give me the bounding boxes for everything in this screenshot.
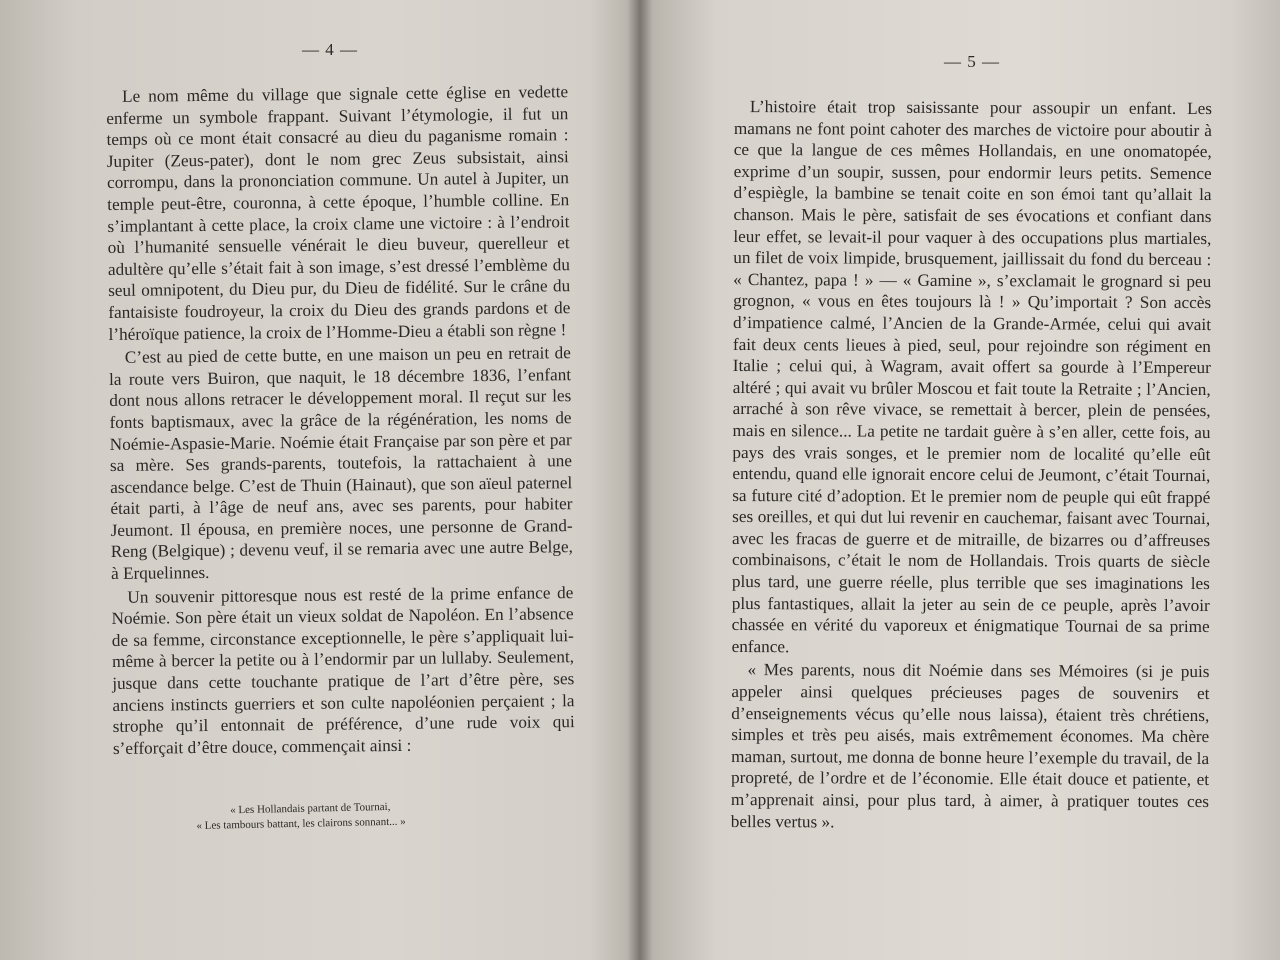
paragraph: C’est au pied de cette butte, en une maison un peu en retrait de la route vers Buiron, que naquit, le 18 décembre 1836, l’enfant dont nous allons retracer le développement moral. Il reçut sur les fonts baptismaux, avec la grâce de la régénération, les noms de Noémie-Aspasie-Marie. Noémie était Française par son père et par sa mère. Ses grands-parents, toutefois, la rattachaient à une ascendance belge. C’est de Thuin (Hainaut), que son aïeul paternel était parti, à l’âge de neuf ans, avec ses parents, pour habiter Jeumont. Il épousa, en première noces, une personne de Grand-Reng (Belgique) ; devenu veuf, il se remaria avec une autre Belge, à Erquelinnes. bbox=[108, 343, 573, 584]
paragraph: « Mes parents, nous dit Noémie dans ses Mémoires (si je puis appeler ainsi quelques précieuses pages de souvenirs et d’enseignements vécus qu’elle nous laissa), étaient très chrétiens, simples et très peu aisés, mais extrêmement économes. Ma chère maman, surtout, me donna de bonne heure l’exemple du travail, de la propreté, de l’ordre et de l’économie. Elle était douce et patiente, et m’apprenait ainsi, pour plus tard, à aimer, à pratiquer toutes ces belles vertus ». bbox=[730, 660, 1210, 832]
page-number-right: — 5 — bbox=[944, 52, 1000, 71]
paragraph: Un souvenir pittoresque nous est resté de la prime enfance de Noémie. Son père était un vieux soldat de Napoléon. En l’absence de sa femme, circonstance exceptionnelle, le père s’appliquait lui-même à bercer la petite ou à l’endormir par un lullaby. Seulement, jusque dans cette touchante pratique de l’art d’être père, ses anciens instincts guerriers et son culte napoléonien perçaient ; la strophe qu’il entonnait de préférence, d’une rude voix qui s’efforçait d’être douce, commençait ainsi : bbox=[111, 582, 575, 758]
paragraph: Le nom même du village que signale cette église en vedette enferme un symbole frappant. Suivant l’étymologie, il fut un temps où ce mont était consacré au dieu du paganisme romain : Jupiter (Zeus-pater), dont le nom grec Zeus subsistait, ainsi corrompu, dans la prononciation commune. Un autel à Jupiter, un temple peut-être, couronna, à cette époque, l’humble colline. En s’implantant à cette place, la croix clame une victoire : à l’endroit où l’humanité sensuelle vénérait le dieu buveur, querelleur et adultère qu’elle s’était fait à son image, s’est dressé l’emblème du seul omnipotent, du Dieu pur, du Dieu de fidélité. Sur le crâne du fantaisiste foudroyeur, la croix du Dieu des grands pardons et de l’héroïque patience, la croix de l’Homme-Dieu a établi son règne ! bbox=[106, 82, 571, 344]
verse-line: « Les tambours battant, les clairons sonnant... » bbox=[196, 815, 406, 832]
page-number-left: — 4 — bbox=[302, 40, 358, 59]
paragraph: L’histoire était trop saisissante pour assoupir un enfant. Les mamans ne font point cahoter des marches de victoire pour aboutir à ce que la langue de ces mêmes Hollandais, en une onomatopée, exprime d’un soupir, sussen, pour endormir leurs petits. Semence d’espiègle, la bambine se tenait coite en son émoi tant qu’allait la chanson. Mais le père, satisfait de ses évocations et confiant dans leur effet, se levait-il pour vaquer à des occupations plus martiales, un filet de voix limpide, brusquement, jaillissait du fond du berceau : « Chantez, papa ! » — « Gamine », s’exclamait le grognard si peu grognon, « vous en êtes toujours là ! » Qu’importait ? Son accès d’impatience calmé, l’Ancien de la Grande-Armée, celui qui avait fait deux cents lieues à pied, seul, pour rejoindre son régiment en Italie ; celui qui, à Wagram, avait offert sa gourde à l’Empereur altéré ; qui avait vu brûler Moscou et fait toute la Retraite ; l’Ancien, arraché à son rêve vivace, se remettait à bercer, plein de pensées, mais en silence... La petite ne tardait guère à s’en aller, cette fois, au pays des vrais songes, et le premier nom de localité qu’elle eût entendu, quand elle ignorait encore celui de Jeumont, c’était Tournai, sa future cité d’adoption. Et le premier nom de peuple qui eût frappé ses oreilles, et qui dut lui revenir en cauchemar, faisant avec Tournai, avec les fracas de guerre et de mitraille, de bizarres ou d’affreuses combinaisons, c’était le nom de Hollandais. Trois quarts de siècle plus tard, une guerre réelle, plus terrible que ses imaginations les plus fantastiques, allait la jeter au sein de ce peuple, après l’avoir chassée en vérité du vaporeux et énigmatique Tournai de sa prime enfance. bbox=[731, 97, 1212, 657]
right-page-body bbox=[731, 96, 1212, 834]
verse-line: « Les Hollandais partant de Tournai, bbox=[230, 800, 391, 817]
right-page bbox=[652, 0, 1280, 960]
song-verse bbox=[196, 798, 497, 834]
left-page-body bbox=[106, 81, 575, 759]
